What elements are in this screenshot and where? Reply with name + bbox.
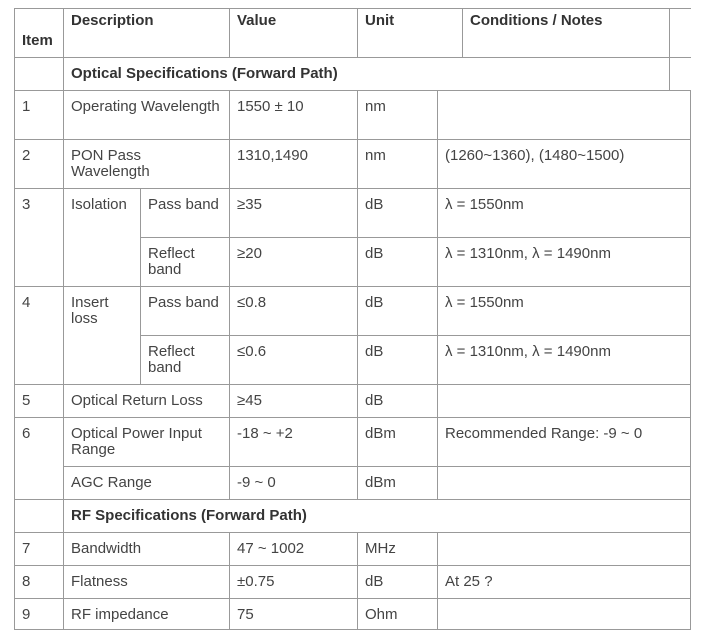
row9-unit: Ohm bbox=[357, 598, 437, 630]
row6-item: 6 bbox=[14, 417, 63, 499]
row5-description: Optical Return Loss bbox=[63, 384, 229, 417]
row8-item: 8 bbox=[14, 565, 63, 598]
row7-description: Bandwidth bbox=[63, 532, 229, 565]
row1-value: 1550 ± 10 bbox=[229, 90, 357, 139]
row6-description: Optical Power Input Range bbox=[63, 417, 229, 466]
section-item-blank bbox=[14, 57, 63, 90]
row9-notes bbox=[437, 598, 691, 630]
row7-value: 47 ~ 1002 bbox=[229, 532, 357, 565]
row1-description: Operating Wavelength bbox=[63, 90, 229, 139]
row6-notes: Recommended Range: -9 ~ 0 bbox=[437, 417, 691, 466]
row3-description: Isolation bbox=[63, 188, 140, 286]
row4-value1: ≤0.8 bbox=[229, 286, 357, 335]
extra-column-cell bbox=[669, 8, 691, 57]
row8-value: ±0.75 bbox=[229, 565, 357, 598]
row6b-notes bbox=[437, 466, 691, 499]
row3-value1: ≥35 bbox=[229, 188, 357, 237]
row6b-value: -9 ~ 0 bbox=[229, 466, 357, 499]
row4-sub1: Pass band bbox=[140, 286, 229, 335]
row7-item: 7 bbox=[14, 532, 63, 565]
row6b-description: AGC Range bbox=[63, 466, 229, 499]
row2-notes: (1260~1360), (1480~1500) bbox=[437, 139, 691, 188]
row4-notes1: λ = 1550nm bbox=[437, 286, 691, 335]
row4-sub2: Reflect band bbox=[140, 335, 229, 384]
header-unit: Unit bbox=[357, 8, 462, 57]
row4-notes2: λ = 1310nm, λ = 1490nm bbox=[437, 335, 691, 384]
row8-description: Flatness bbox=[63, 565, 229, 598]
extra-column-cell bbox=[669, 57, 691, 90]
row2-value: 1310,1490 bbox=[229, 139, 357, 188]
row1-unit: nm bbox=[357, 90, 437, 139]
row3-sub2: Reflect band bbox=[140, 237, 229, 286]
row8-notes: At 25 ? bbox=[437, 565, 691, 598]
row6-unit: dBm bbox=[357, 417, 437, 466]
row3-item: 3 bbox=[14, 188, 63, 286]
header-item: Item bbox=[14, 8, 63, 57]
row6-value: -18 ~ +2 bbox=[229, 417, 357, 466]
row5-item: 5 bbox=[14, 384, 63, 417]
section-item-blank bbox=[14, 499, 63, 532]
row3-notes1: λ = 1550nm bbox=[437, 188, 691, 237]
row5-notes bbox=[437, 384, 691, 417]
row4-item: 4 bbox=[14, 286, 63, 384]
row4-unit2: dB bbox=[357, 335, 437, 384]
row2-unit: nm bbox=[357, 139, 437, 188]
row8-unit: dB bbox=[357, 565, 437, 598]
row5-unit: dB bbox=[357, 384, 437, 417]
row2-description: PON Pass Wavelength bbox=[63, 139, 229, 188]
row3-unit2: dB bbox=[357, 237, 437, 286]
row3-value2: ≥20 bbox=[229, 237, 357, 286]
section-optical-title: Optical Specifications (Forward Path) bbox=[63, 57, 669, 90]
header-value: Value bbox=[229, 8, 357, 57]
header-description: Description bbox=[63, 8, 229, 57]
row3-unit1: dB bbox=[357, 188, 437, 237]
row9-value: 75 bbox=[229, 598, 357, 630]
row3-sub1: Pass band bbox=[140, 188, 229, 237]
row6b-unit: dBm bbox=[357, 466, 437, 499]
row4-value2: ≤0.6 bbox=[229, 335, 357, 384]
row4-description: Insert loss bbox=[63, 286, 140, 384]
row4-unit1: dB bbox=[357, 286, 437, 335]
row7-notes bbox=[437, 532, 691, 565]
row7-unit: MHz bbox=[357, 532, 437, 565]
row9-item: 9 bbox=[14, 598, 63, 630]
row5-value: ≥45 bbox=[229, 384, 357, 417]
row2-item: 2 bbox=[14, 139, 63, 188]
row1-item: 1 bbox=[14, 90, 63, 139]
section-rf-title: RF Specifications (Forward Path) bbox=[63, 499, 691, 532]
row3-notes2: λ = 1310nm, λ = 1490nm bbox=[437, 237, 691, 286]
row9-description: RF impedance bbox=[63, 598, 229, 630]
header-conditions: Conditions / Notes bbox=[462, 8, 669, 57]
row1-notes bbox=[437, 90, 691, 139]
